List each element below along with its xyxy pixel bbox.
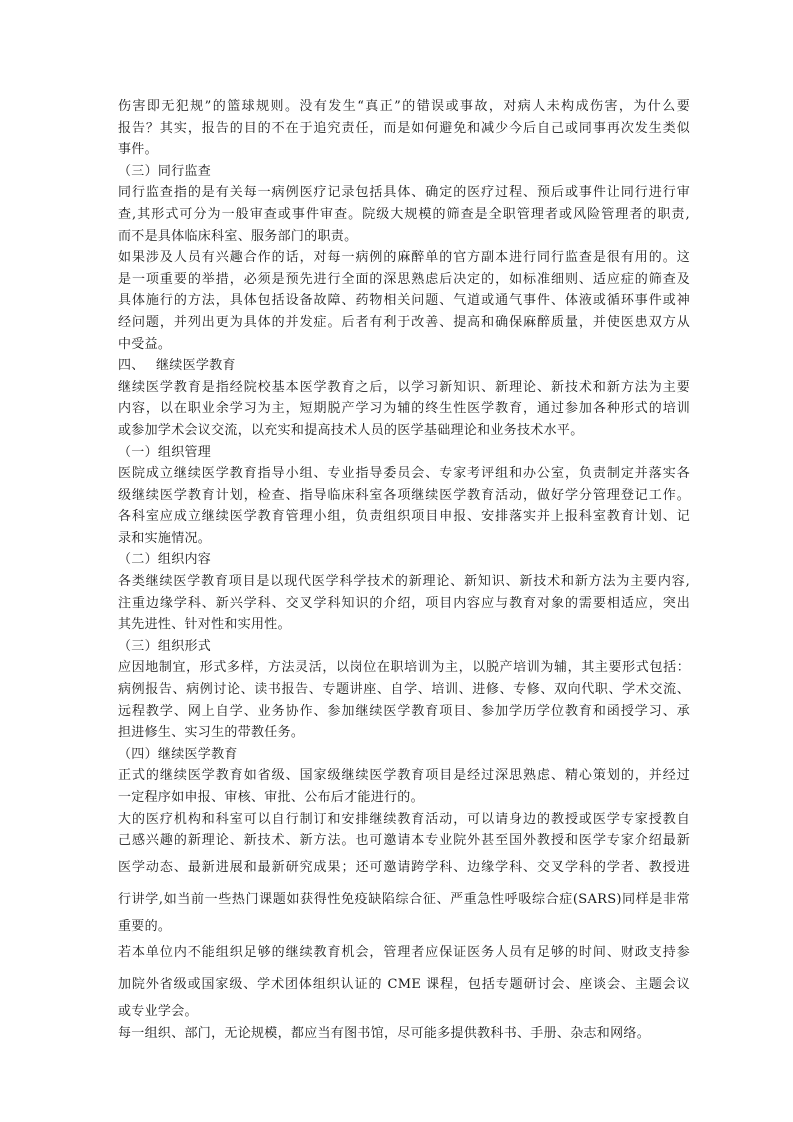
text-line: 报告？其实，报告的目的不在于追究责任，而是如何避免和减少今后自己或同事再次发生类似 bbox=[118, 120, 690, 136]
text-line: 伤害即无犯规”的篮球规则。没有发生“真正”的错误或事故，对病人未构成伤害，为什么要 bbox=[118, 99, 690, 114]
text-line: （三）同行监查 bbox=[118, 163, 212, 179]
text-line: 是一项重要的举措，必须是预先进行全面的深思熟虑后决定的，如标准细则、适应症的筛查及 bbox=[118, 271, 690, 287]
text-line: 录和实施情况。 bbox=[118, 530, 212, 546]
text-line: 经问题，并列出更为具体的并发症。后者有利于改善、提高和确保麻醉质量，并使医患双方从 bbox=[118, 314, 690, 330]
text-line: 医学动态、最新进展和最新研究成果；还可邀请跨学科、边缘学科、交叉学科的学者、教授进 bbox=[118, 859, 690, 875]
text-line: 内容，以在职业余学习为主，短期脱产学习为辅的终生性医学教育，通过参加各种形式的培训 bbox=[118, 401, 690, 417]
text-line: 各科室应成立继续医学教育管理小组，负责组织项目申报、安排落实并上报科室教育计划、记 bbox=[118, 509, 690, 525]
text-line: 每一组织、部门，无论规模，都应当有图书馆，尽可能多提供教科书、手册、杂志和网络。 bbox=[118, 1025, 651, 1041]
text-line: 若本单位内不能组织足够的继续教育机会，管理者应保证医务人员有足够的时间、财政支持参 bbox=[118, 945, 690, 961]
text-line: 行讲学,如当前一些热门课题如获得性免疫缺陷综合征、严重急性呼吸综合症(SARS)同样是非常 bbox=[118, 891, 690, 907]
text-line: （二）组织内容 bbox=[118, 552, 212, 568]
section-title: 继续医学教育 bbox=[156, 358, 236, 374]
text-line: 具体施行的方法，具体包括设备故障、药物相关问题、气道或通气事件、体液或循环事件或神 bbox=[118, 293, 690, 309]
text-line: 继续医学教育是指经院校基本医学教育之后，以学习新知识、新理论、新技术和新方法为主要 bbox=[118, 379, 690, 395]
text-line: 担进修生、实习生的带教任务。 bbox=[118, 725, 305, 741]
text-line: 己感兴趣的新理论、新技术、新方法。也可邀请本专业院外甚至国外教授和医学专家介绍最新 bbox=[118, 833, 690, 849]
text-line: 重要的。 bbox=[118, 918, 172, 934]
document-page bbox=[118, 96, 690, 1045]
text-line: 病例报告、病例讨论、读书报告、专题讲座、自学、培训、进修、专修、双向代职、学术交流、 bbox=[118, 682, 690, 698]
text-line: 中受益。 bbox=[118, 336, 172, 352]
text-line: 大的医疗机构和科室可以自行制订和安排继续教育活动，可以请身边的教授或医学专家授教自 bbox=[118, 811, 690, 827]
text-line: 而不是具体临床科室、服务部门的职责。 bbox=[118, 228, 358, 244]
text-line: 或专业学会。 bbox=[118, 1004, 198, 1020]
section-heading-continuing-education bbox=[118, 355, 690, 377]
text-line: 查,其形式可分为一般审查或事件审查。院级大规模的筛查是全职管理者或风险管理者的职责, bbox=[118, 206, 690, 222]
text-line: 各类继续医学教育项目是以现代医学科学技术的新理论、新知识、新技术和新方法为主要内容, bbox=[118, 574, 690, 590]
continuing-education-section bbox=[118, 377, 690, 1045]
text-line: 加院外省级或国家级、学术团体组织认证的 CME 课程，包括专题研讨会、座谈会、主题会议 bbox=[118, 977, 690, 993]
text-line: 正式的继续医学教育如省级、国家级继续医学教育项目是经过深思熟虑、精心策划的，并经过 bbox=[118, 768, 690, 784]
text-line: （三）组织形式 bbox=[118, 638, 212, 654]
text-line: 其先进性、针对性和实用性。 bbox=[118, 617, 291, 633]
text-line: 如果涉及人员有兴趣合作的话，对每一病例的麻醉单的官方副本进行同行监查是很有用的。这 bbox=[118, 250, 690, 266]
text-line: 远程教学、网上自学、业务协作、参加继续医学教育项目、参加学历学位教育和函授学习、承 bbox=[118, 703, 690, 719]
text-line: （四）继续医学教育 bbox=[118, 746, 238, 762]
text-line: （一）组织管理 bbox=[118, 444, 212, 460]
text-line: 事件。 bbox=[118, 142, 158, 158]
text-line: 级继续医学教育计划，检查、指导临床科室各项继续医学教育活动，做好学分管理登记工作。 bbox=[118, 487, 690, 503]
text-line: 医院成立继续医学教育指导小组、专业指导委员会、专家考评组和办公室，负责制定并落实各 bbox=[118, 466, 690, 482]
text-line: 一定程序如申报、审核、审批、公布后才能进行的。 bbox=[118, 790, 424, 805]
peer-review-section bbox=[118, 96, 690, 355]
section-number: 四、 bbox=[118, 358, 145, 374]
text-line: 或参加学术会议交流，以充实和提高技术人员的医学基础理论和业务技术水平。 bbox=[118, 422, 584, 438]
text-line: 注重边缘学科、新兴学科、交叉学科知识的介绍，项目内容应与教育对象的需要相适应，突出 bbox=[118, 595, 690, 611]
text-line: 应因地制宜，形式多样，方法灵活，以岗位在职培训为主，以脱产培训为辅，其主要形式包括： bbox=[118, 660, 690, 676]
text-line: 同行监查指的是有关每一病例医疗记录包括具体、确定的医疗过程、预后或事件让同行进行审 bbox=[118, 185, 690, 201]
